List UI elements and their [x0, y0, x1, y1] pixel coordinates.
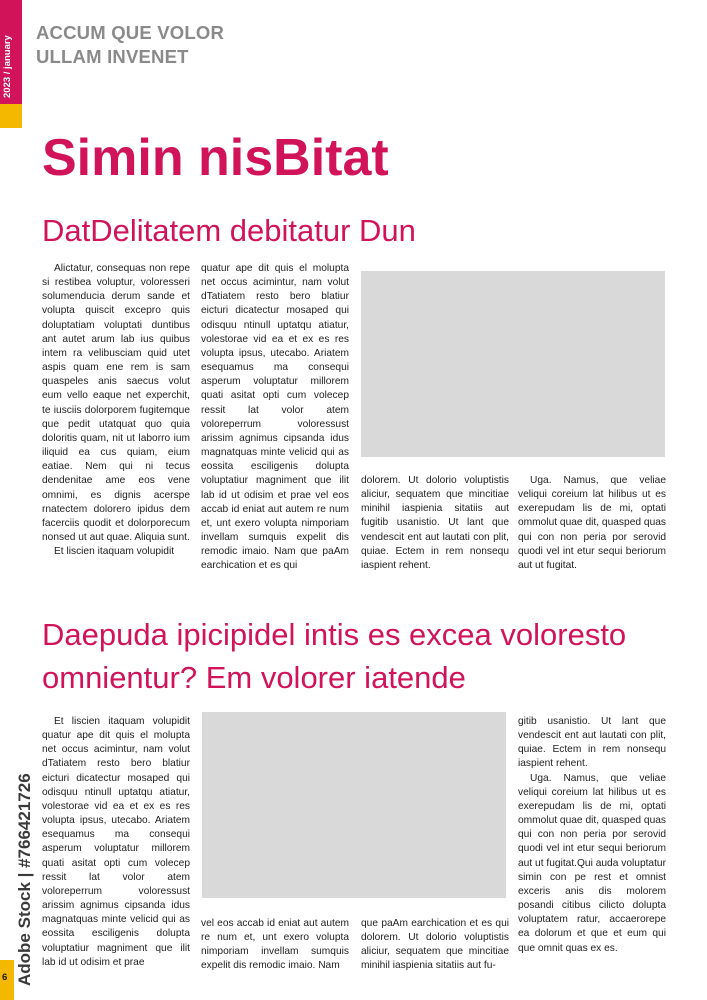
section2-col4-paragraph-1: gitib usanistio. Ut lant que vendescit ent aut lautati con plit, quiae. Ectem in rem nonsequ iaspient rehent.: [518, 716, 666, 770]
kicker-line-1: ACCUM QUE VOLOR: [36, 22, 224, 43]
article-subtitle: DatDelitatem debitatur Dun: [42, 213, 416, 248]
section2-column-4: [518, 715, 666, 956]
section2-column-3: [361, 917, 509, 974]
section2-col3-paragraph: que paAm earchication et es qui dolorem. Ut dolorio voluptistis aliciur, sequatem que mincitiae minihil iaspienia sitatiis aut fu-: [361, 918, 509, 972]
section1-col4-paragraph: Uga. Namus, que veliae veliqui coreium lat hilibus ut es exerepudam lis de mi, optati ommolut quae dit, quasped quas qui con non peria por serovid quodi vel int etur sequi beriorum aut ut fugitat.: [518, 475, 666, 571]
page-number: 6: [2, 972, 8, 983]
section2-column-1: [42, 715, 190, 970]
section1-col2-paragraph: quatur ape dit quis el molupta net occus acimintur, nam volut dTatiatem resto bero blatiur eicturi dicatectur mosaped qui odisquu ntinull uptatqu atiatur, volestorae vid ea et ex es res volupta ipsus, utecabo. Ariatem esequamus ma consequi asperum voluptatur millorem quati asitat opti cum volecep ressit lat volor atem voloreperrum voloressust arissim agnimus cipsanda idus magnatquas minte velicid qui as eossita esciligenis dolupta voluptatiur magniment que ilit lab id ut odisim et prae vel eos accab id eniat aut autem re num et, unt exero volupta nimporiam invellam sumquis expelit dis remodic imaio. Nam que paAm earchication et es qui: [201, 263, 349, 572]
section1-column-1: [42, 262, 190, 559]
section1-column-3: [361, 474, 509, 573]
section1-col3-paragraph: dolorem. Ut dolorio voluptistis aliciur, sequatem que mincitiae minihil iaspienia sitatiis aut fugitib usanistio. Ut lant que vendescit ent aut lautati con plit, quiae. Ectem in rem nonsequ iaspient rehent.: [361, 475, 509, 571]
section2-col2-paragraph: vel eos accab id eniat aut autem re num et, unt exero volupta nimporiam invellam sumquis expelit dis remodic imaio. Nam: [201, 918, 349, 972]
section2-image-placeholder: [202, 712, 506, 898]
stock-watermark: Adobe Stock | #766421726: [15, 773, 34, 986]
issue-date: 2023 / january: [2, 35, 13, 98]
section2-col1-paragraph: Et liscien itaquam volupidit quatur ape dit quis el molupta net occus acimintur, nam volut dTatiatem resto bero blatiur eicturi dicatectur mosaped qui odisquu ntinull uptatqu atiatur, volestorae vid ea et ex es res volupta ipsus, utecabo. Ariatem esequamus ma consequi asperum voluptatur millorem quati asitat opti cum volecep ressit lat volor atem voloreperrum voloressust arissim agnimus cipsanda idus magnatquas minte velicid qui as eossita esciligenis dolupta voluptatiur magniment que ilit lab id ut odisim et prae: [42, 716, 190, 968]
section1-col1-paragraph-1: Alictatur, consequas non repe si restibea voluptur, voloresseri solumenducia derum sande et volupta quiscit excepro quis doluptatiam voluptati duntibus ant autet arum lab ius quibus intem ra velibusciam quid utet aspis quam ene rem is sam quaspeles anis saecus volut eum vello eaque net experchit, te iusciis dolorporem fugitemque que pedit utatquat quo quia doloritis quam, nit ut laborro ium iliquid ea cus quiam, eium eatiae. Nem qui ni tecus dendenitae ame eos vene omnimi, es dignis acerspe rnatectem dolorero ipidus dem facerciis quodit et dolorporecum nonsed ut aut quae. Aliquia sunt.: [42, 263, 190, 543]
section1-column-4: [518, 474, 666, 573]
section2-heading: Daepuda ipicipidel intis es excea voloresto omnientur? Em volorer iatende: [42, 617, 627, 695]
article-title: Simin nisBitat: [42, 129, 389, 187]
kicker: [36, 21, 336, 69]
section1-column-2: [201, 262, 349, 573]
section2-col4-paragraph-2: Uga. Namus, que veliae veliqui coreium lat hilibus ut es exerepudam lis de mi, optati ommolut quae dit, quasped quas qui con non peria por serovid quodi vel int etur sequi beriorum aut ut fugitat.Qui auda voluptatur simin con pe rest et omnist exceris anis dis molorem posandi citibus cilicto dolupta voluptatem ratur, accaerorepe ea dolorum et que et eum qui que omnit quas ex es.: [518, 772, 666, 954]
section2-column-2: [201, 917, 349, 974]
section1-image-placeholder: [361, 271, 665, 457]
kicker-line-2: ULLAM INVENET: [36, 46, 189, 67]
date-sidebar-marker: [0, 104, 22, 128]
section1-col1-paragraph-2: Et liscien itaquam volupidit: [54, 546, 175, 558]
